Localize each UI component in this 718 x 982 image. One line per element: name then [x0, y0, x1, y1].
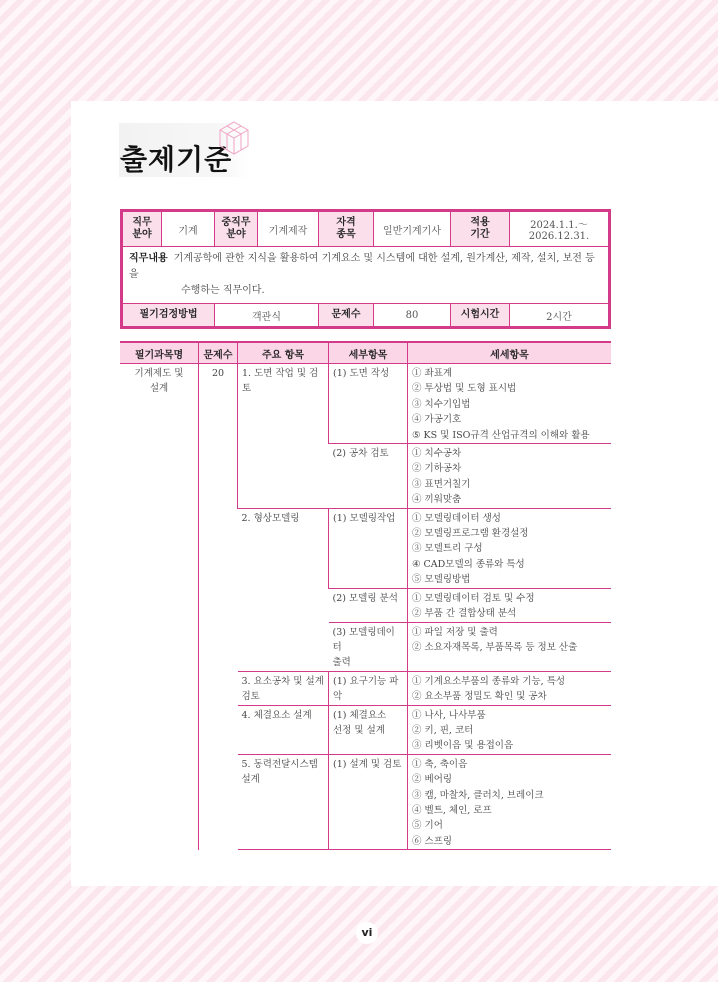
detail-item: ② 부품 간 결합상태 분석: [412, 608, 517, 620]
detail-item: ④ CAD모델의 종류와 특성: [412, 558, 525, 570]
detail-item: ② 모델링프로그램 환경설정: [412, 528, 529, 540]
detail-cell: [408, 444, 612, 509]
period-value: 2024.1.1.～2026.12.31.: [510, 212, 609, 247]
main-item-label: 2. 형상모델링: [241, 512, 300, 524]
sub-item: [329, 508, 408, 588]
detail-item: ① 치수공차: [412, 448, 462, 460]
main-item-label: 4. 체결요소 설계: [241, 709, 312, 721]
sub-field-label-text: 중직무 분야: [221, 217, 251, 240]
subject-cell: [120, 364, 199, 850]
detail-list: [412, 364, 607, 443]
detail-item: ③ 치수기입법: [412, 398, 471, 410]
main-item-3: [238, 671, 329, 705]
header-questions: 문제수: [199, 342, 238, 364]
count-value: 80: [374, 304, 451, 327]
subject-name: 기계제도 및 설계: [134, 368, 184, 395]
detail-item: ④ 가공기호: [412, 414, 462, 426]
sub-item-label: (1) 체결요소 선정 및 설계: [333, 709, 387, 736]
detail-list: [412, 623, 607, 656]
main-item-2: [238, 508, 329, 671]
detail-item: ② 소요자재목록, 부품목록 등 정보 산출: [412, 641, 578, 653]
sub-item: [329, 588, 408, 622]
detail-item: ① 나사, 나사부품: [412, 709, 486, 721]
detail-item: ⑤ KS 및 ISO규격 산업규격의 이해와 활용: [412, 429, 590, 441]
sub-item-label: (2) 공차 검토: [332, 448, 389, 460]
sub-item-label: (3) 모델링데이터 출력: [332, 626, 395, 669]
detail-list: [412, 672, 607, 705]
detail-item: ⑤ 모델링방법: [412, 574, 471, 586]
detail-item: ③ 표면거칠기: [412, 478, 471, 490]
questions-cell: [199, 364, 238, 850]
main-item-5: [238, 754, 329, 849]
detail-item: ④ 끼워맞춤: [412, 494, 462, 506]
detail-item: ① 모델링데이터 검토 및 수정: [412, 592, 535, 604]
detail-cell: [408, 508, 612, 588]
sub-item-label: (2) 모델링 분석: [332, 592, 398, 604]
detail-cell: [408, 705, 612, 754]
detail-list: [412, 509, 607, 588]
qual-label-text: 자격 종목: [336, 217, 356, 240]
sub-item-label: (1) 요구기능 파악: [333, 675, 399, 703]
main-item-1: [238, 364, 329, 509]
detail-item: ② 베어링: [412, 774, 453, 786]
sub-item-label: (1) 설계 및 검토: [333, 758, 402, 770]
detail-item: ② 투상법 및 도형 표시법: [412, 383, 517, 395]
sub-item: [329, 671, 408, 705]
qual-value: 일반기계기사: [374, 212, 451, 247]
detail-item: ⑥ 스프링: [412, 835, 453, 847]
detail-cell: [408, 364, 612, 444]
sub-item: [329, 705, 408, 754]
sub-field-value: 기계제작: [258, 212, 319, 247]
questions-value: 20: [211, 368, 225, 379]
duty-text-line1: 기계공학에 관한 지식을 활용하여 기계요소 및 시스템에 대한 설계, 원가계산, 제작, 설치, 보전 등을: [129, 253, 595, 280]
page-title: 출제기준: [120, 143, 233, 176]
main-item-label: 5. 동력전달시스템 설계: [241, 758, 318, 786]
time-value: 2시간: [510, 304, 609, 327]
detail-item: ③ 캠, 마찰차, 클러치, 브레이크: [412, 789, 544, 801]
detail-item: ② 요소부품 정밀도 확인 및 공차: [412, 691, 547, 703]
detail-list: [412, 589, 607, 622]
cube-outline-icon: [219, 121, 249, 155]
detail-item: ① 기계요소부품의 종류와 기능, 특성: [412, 675, 566, 687]
period-label-text: 적용 기간: [470, 217, 490, 240]
sub-field-label: [215, 212, 258, 247]
sub-item: [329, 622, 408, 671]
sub-item: [329, 444, 408, 509]
job-field-label: [123, 212, 162, 247]
duty-text-line2: 수행하는 직무이다.: [181, 285, 265, 296]
detail-list: [412, 706, 607, 754]
duty-label: 직무내용: [129, 253, 168, 264]
detail-cell: [408, 622, 612, 671]
detail-item: ④ 벨트, 체인, 로프: [412, 804, 492, 816]
sub-item: [329, 754, 408, 849]
detail-item: ① 파일 저장 및 출력: [412, 626, 498, 638]
header-sub-item: 세부항목: [329, 342, 408, 364]
detail-item: ③ 모델트리 구성: [412, 543, 483, 555]
detail-item: ② 키, 핀, 코터: [412, 724, 474, 736]
subject-table: [120, 341, 611, 850]
detail-item: ⑤ 기어: [412, 820, 443, 832]
detail-list: [412, 755, 607, 849]
main-item-4: [238, 705, 329, 754]
header-detail-item: 세세항목: [408, 342, 612, 364]
qual-label: [319, 212, 374, 247]
sub-item: [329, 364, 408, 444]
job-field-value: 기계: [162, 212, 215, 247]
count-label: 문제수: [319, 304, 374, 327]
method-label: 필기검정방법: [123, 304, 215, 327]
job-field-label-text: 직무 분야: [132, 217, 152, 240]
detail-item: ① 모델링데이터 생성: [412, 512, 501, 524]
sub-item-label: (1) 도면 작성: [333, 368, 390, 379]
detail-item: ① 좌표계: [412, 368, 453, 379]
exam-info-box: [120, 209, 611, 329]
duty-cell: [123, 247, 609, 304]
detail-item: ② 기하공차: [412, 463, 462, 475]
detail-list: [412, 444, 607, 508]
main-item-label: 1. 도면 작업 및 검토: [242, 368, 319, 395]
period-label: [451, 212, 510, 247]
header-main-item: 주요 항목: [238, 342, 329, 364]
header-subject: 필기과목명: [120, 342, 199, 364]
page-number: vi: [356, 922, 378, 944]
method-value: 객관식: [215, 304, 319, 327]
main-item-label: 3. 요소공차 및 설계 검토: [241, 675, 324, 703]
detail-item: ③ 리벳이음 및 용접이음: [412, 740, 514, 752]
time-label: 시험시간: [451, 304, 510, 327]
detail-cell: [408, 754, 612, 849]
detail-cell: [408, 588, 612, 622]
sub-item-label: (1) 모델링작업: [333, 512, 396, 524]
detail-cell: [408, 671, 612, 705]
detail-item: ① 축, 축이음: [412, 758, 468, 770]
